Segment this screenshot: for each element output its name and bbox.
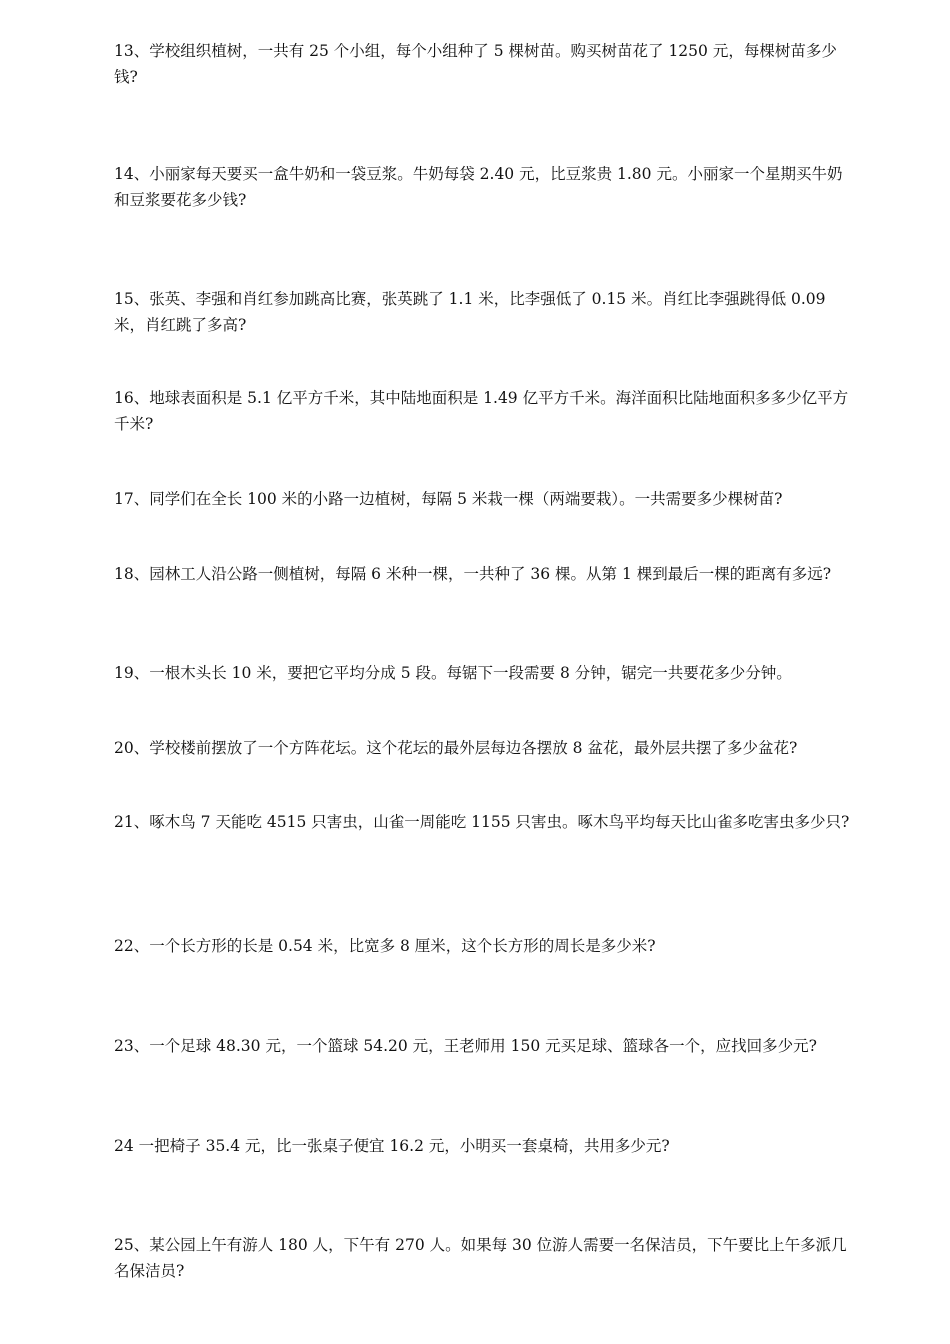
problem-13: 13、学校组织植树，一共有 25 个小组，每个小组种了 5 棵树苗。购买树苗花了 1250 元，每棵树苗多少钱? [114,42,837,86]
problem-19: 19、一根木头长 10 米，要把它平均分成 5 段。每锯下一段需要 8 分钟，锯完一共要花多少分钟。 [114,664,792,682]
problem-15: 15、张英、李强和肖红参加跳高比赛，张英跳了 1.1 米，比李强低了 0.15 米。肖红比李强跳得低 0.09 米，肖红跳了多高? [114,290,826,334]
problem-18: 18、园林工人沿公路一侧植树，每隔 6 米种一棵，一共种了 36 棵。从第 1 棵到最后一棵的距离有多远? [114,565,832,583]
problem-20: 20、学校楼前摆放了一个方阵花坛。这个花坛的最外层每边各摆放 8 盆花，最外层共摆了多少盆花? [114,739,798,757]
problem-16: 16、地球表面积是 5.1 亿平方千米，其中陆地面积是 1.49 亿平方千米。海洋面积比陆地面积多多少亿平方千米? [114,389,849,433]
problem-25: 25、某公园上午有游人 180 人，下午有 270 人。如果每 30 位游人需要一名保洁员，下午要比上午多派几名保洁员? [114,1236,847,1280]
problem-21: 21、啄木鸟 7 天能吃 4515 只害虫，山雀一周能吃 1155 只害虫。啄木鸟平均每天比山雀多吃害虫多少只? [114,813,850,831]
problem-14: 14、小丽家每天要买一盒牛奶和一袋豆浆。牛奶每袋 2.40 元，比豆浆贵 1.80 元。小丽家一个星期买牛奶和豆浆要花多少钱? [114,165,843,209]
problem-22: 22、一个长方形的长是 0.54 米，比宽多 8 厘米，这个长方形的周长是多少米? [114,937,656,955]
problem-23: 23、一个足球 48.30 元，一个篮球 54.20 元，王老师用 150 元买足球、篮球各一个，应找回多少元? [114,1037,817,1055]
problem-17: 17、同学们在全长 100 米的小路一边植树，每隔 5 米栽一棵（两端要栽）。一共需要多少棵树苗? [114,490,783,508]
problem-24: 24 一把椅子 35.4 元，比一张桌子便宜 16.2 元，小明买一套桌椅，共用多少元? [114,1137,670,1155]
